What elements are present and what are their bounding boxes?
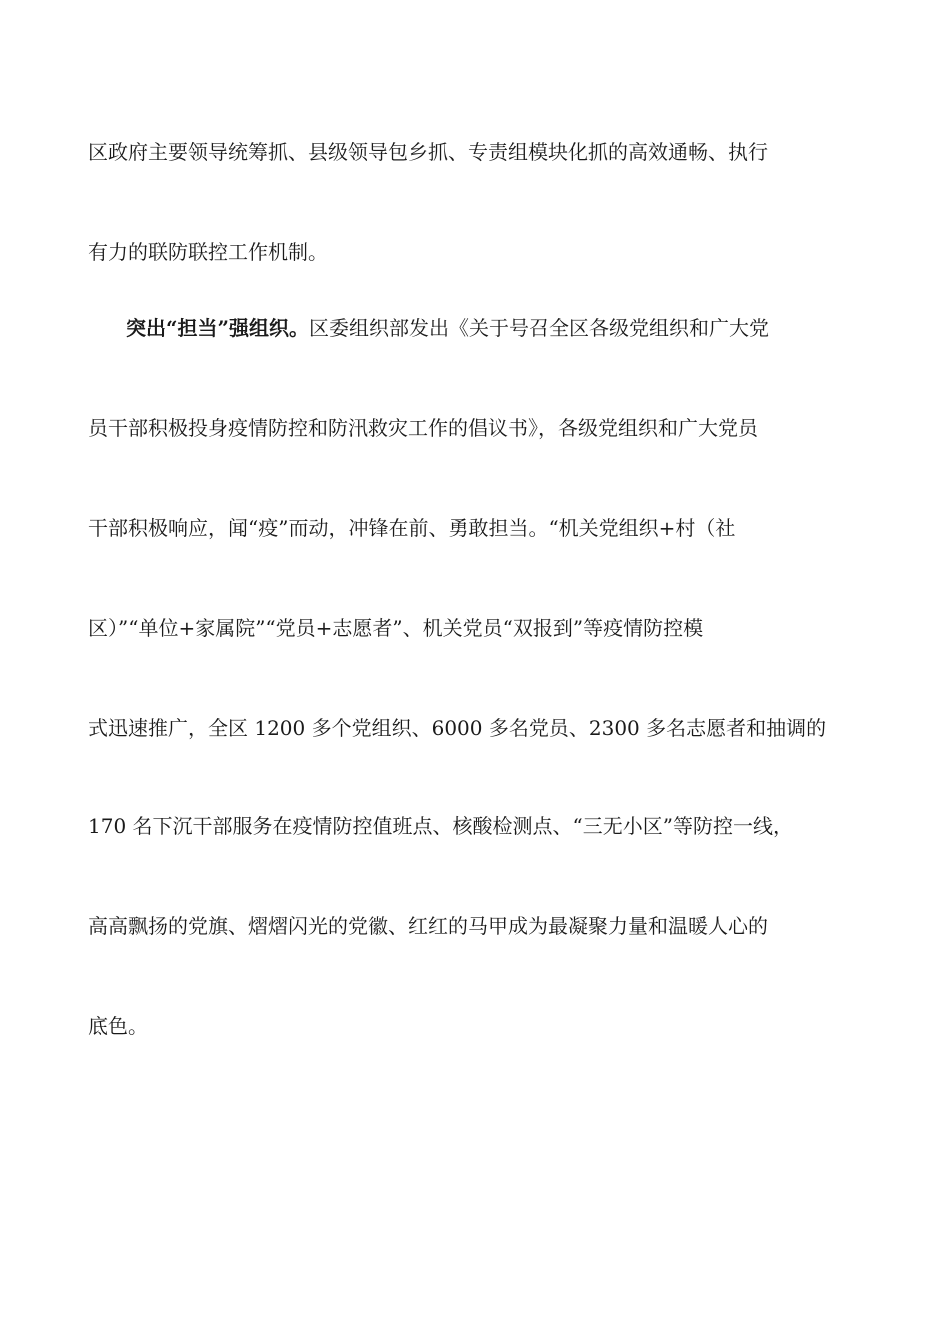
paragraph2-line1-text: 区委组织部发出《关于号召全区各级党组织和广大党 xyxy=(309,316,770,340)
paragraph2-line6: 170 名下沉干部服务在疫情防控值班点、核酸检测点、“三无小区”等防控一线， xyxy=(88,814,793,838)
paragraph2-line8: 底色。 xyxy=(88,1014,148,1038)
paragraph1-line2: 有力的联防联控工作机制。 xyxy=(88,240,328,264)
paragraph2-line1 xyxy=(126,316,769,340)
paragraph2-line2: 员干部积极投身疫情防控和防汛救灾工作的倡议书》，各级党组织和广大党员 xyxy=(88,416,758,440)
paragraph2-line3: 干部积极响应，闻“疫”而动，冲锋在前、勇敢担当。“机关党组织+村（社 xyxy=(88,516,736,540)
paragraph2-heading: 突出“担当”强组织。 xyxy=(126,316,310,340)
paragraph2-line7: 高高飘扬的党旗、熠熠闪光的党徽、红红的马甲成为最凝聚力量和温暖人心的 xyxy=(88,914,768,938)
paragraph1-line1: 区政府主要领导统筹抓、县级领导包乡抓、专责组模块化抓的高效通畅、执行 xyxy=(88,140,768,164)
paragraph2-line4: 区）”“单位+家属院”“党员+志愿者”、机关党员“双报到”等疫情防控模 xyxy=(88,616,704,640)
paragraph2-line5: 式迅速推广，全区 1200 多个党组织、6000 多名党员、2300 多名志愿者和抽调的 xyxy=(88,716,827,740)
